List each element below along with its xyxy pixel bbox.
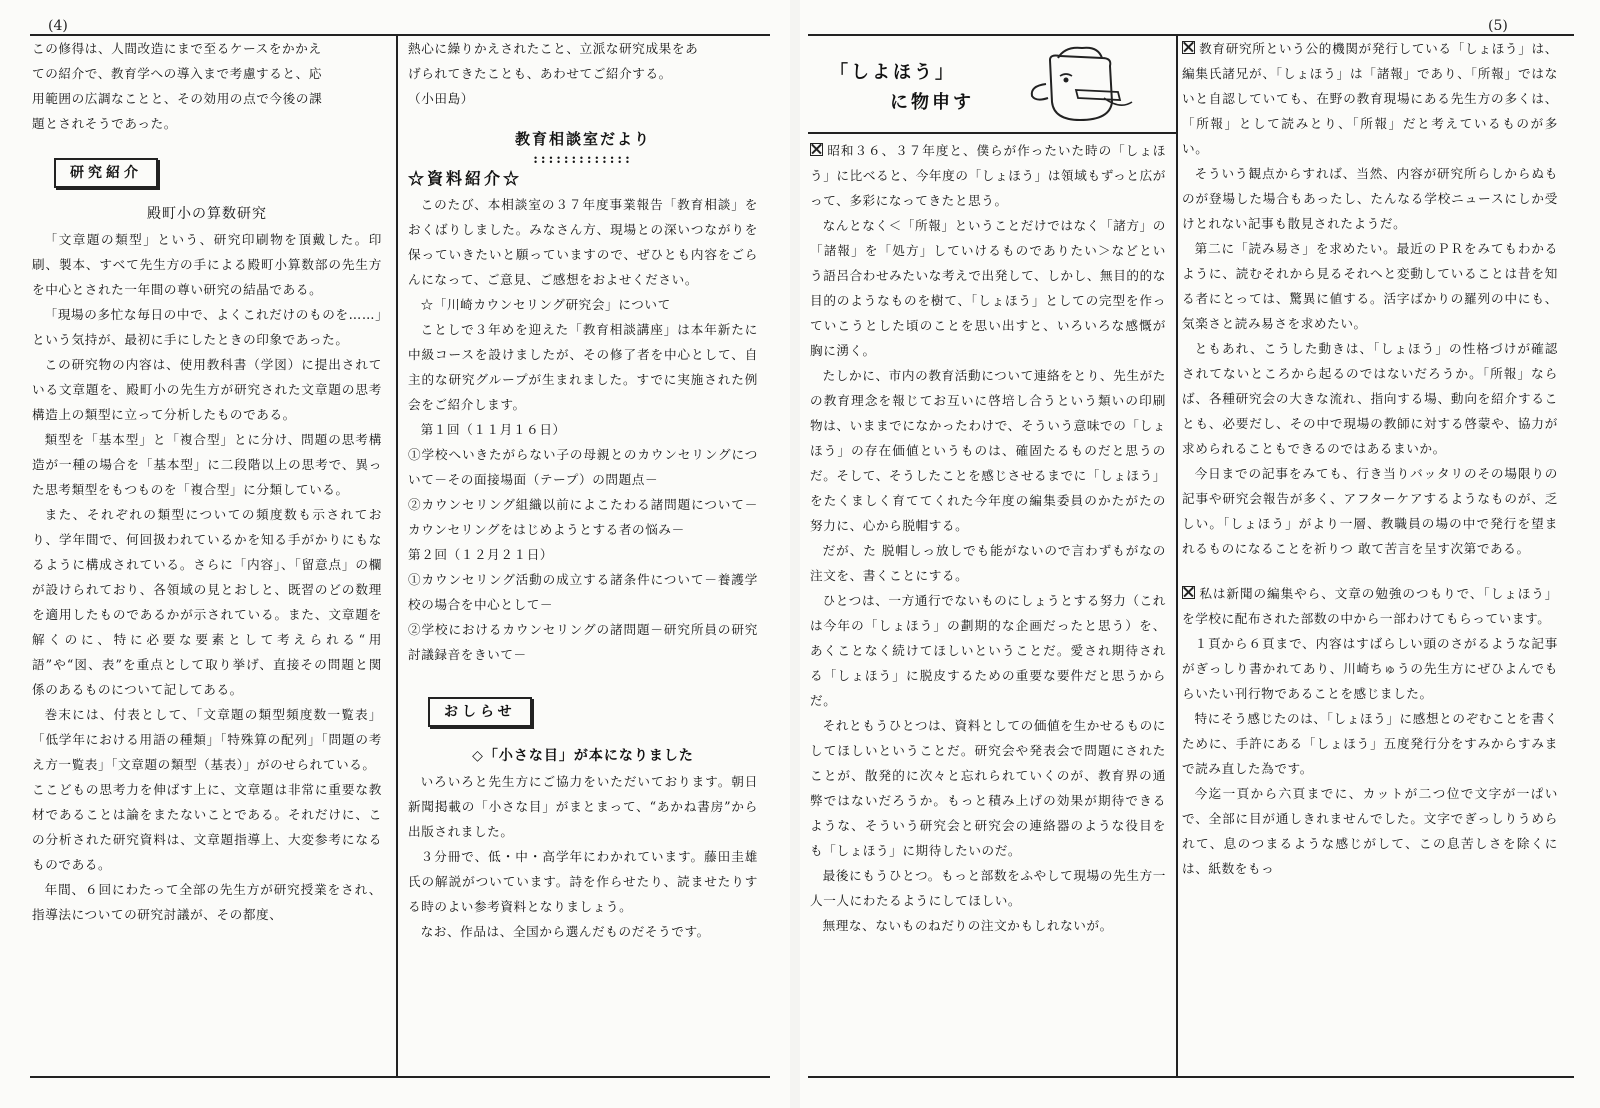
meeting-item: ①学校へいきたがらない子の母親とのカウンセリングについて－その面接場面（テープ）の問題点－ [408, 447, 758, 487]
dotted-divider: ::::::::::::: [533, 151, 633, 166]
notice-title: ◇「小さな目」が本になりました [472, 748, 694, 764]
paragraph-text: 私は新聞の編集やら、文章の勉強のつもりで、「しょほう」を学校に配布された部数の中から一部わけてもらっています。 [1182, 586, 1558, 626]
paragraph: 類型を「基本型」と「複合型」とに分け、問題の思考構造が一種の場合を「基本型」に二段階以上の思考で、異った思考類型をもつものを「複合型」に分類している。 [32, 432, 382, 497]
materials-heading: ☆資料紹介☆ [408, 169, 523, 188]
box-x-icon [810, 143, 823, 156]
right-column-2 [1182, 36, 1558, 881]
meeting-item: 第２回（１２月２１日） [408, 547, 554, 562]
meeting-item: 第１回（１１月１６日） [420, 422, 566, 437]
paragraph-text: 教育研究所という公的機関が発行している「しょほう」は、編集氏諸兄が、「しょほう」は「諸報」であり、「所報」ではないと自認していても、在野の教育現場にある先生方の多くは、「所報」として読みとり、「所報」だと考えているものが多い。 [1182, 41, 1558, 156]
paragraph: 第二に「読み易さ」を求めたい。最近のＰＲをみてもわかるように、読むそれから見るそれへと変動していることは昔を知る者にとっては、驚異に値する。活字ばかりの羅列の中にも、気楽さと読み易さを求めたい。 [1182, 241, 1558, 331]
paragraph [1182, 36, 1558, 161]
box-x-icon [1182, 41, 1195, 54]
column-divider [396, 34, 398, 1076]
paragraph: 特にそう感じたのは、「しょほう」に感想とのぞむことを書くために、手許にある「しょほう」五度発行分をすみからすみまで読み直した為です。 [1182, 711, 1558, 776]
paragraph: 「現場の多忙な毎日の中で、よくこれだけのものを……」という気持が、最初に手にしたときの印象であった。 [32, 307, 382, 347]
title-underline [808, 132, 1176, 134]
paragraph: この研究物の内容は、使用教科書（学図）に提出されている文章題を、殿町小の先生方が研究された文章題の思考構造上の類型に立って分析したものである。 [32, 357, 382, 422]
bottom-rule [30, 1076, 770, 1078]
paragraph: 今迄一頁から六頁までに、カットが二つ位で文字が一ぱいで、全部に目が通しきれませんでした。文字でぎっしりうめられて、息のつまるような感じがして、この息苦しさを除くには、紙数をもっ [1182, 786, 1558, 876]
paragraph: たしかに、市内の教育活動について連絡をとり、先生がたの教育理念を報じてお互いに啓培し合うという類いの印刷物は、いままでになかったわけで、そういう意味での「しょほう」の存在価値というものは、確固たるものだと思うのだ。そして、そうしたことを感じさせるまでに「しょほう」をたくましく育ててくれた今年度の編集委員のかたがたの努力に、心から脱帽する。 [810, 368, 1166, 533]
paragraph: ひとつは、一方通行でないものにしょうとする努力（これは今年の「しょほう」の劃期的な企画だったと思う）を、あくことなく続けてほしいということだ。愛され期待される「しょほう」に脱皮するための重要な要件だと思うからだ。 [810, 593, 1166, 708]
paragraph: ここどもの思考力を伸ばす上に、文章題は非常に重要な教材であることは論をまたないことである。それだけに、この分析された研究資料は、文章題指導上、大変参考になるものである。 [32, 782, 382, 872]
page-number: (5) [1488, 18, 1508, 34]
section-box-research: 研究紹介 [54, 158, 158, 188]
meeting-item: ②カウンセリング組織以前によこたわる諸問題について－カウンセリングをはじめようとする者の悩み－ [408, 497, 758, 537]
paragraph: だが、た 脱帽しっ放しでも能がないので言わずもがなの注文を、書くことにする。 [810, 543, 1166, 583]
title-block [830, 58, 1010, 118]
paragraph-text: 昭和３６、３７年度と、僕らが作ったいた時の「しょほう」に比べると、今年度の「しょほう」は領域もずっと広がって、多彩になってきたと思う。 [810, 143, 1166, 208]
box-x-icon [1182, 586, 1195, 599]
signature: （小田島） [408, 91, 474, 106]
title-line-2: に物申す [890, 92, 974, 113]
paragraph: ３分冊で、低・中・高学年にわかれています。藤田圭雄氏の解説がついています。詩を作らせたり、読ませたりする時のよい参考資料となりましょう。 [408, 849, 758, 914]
paragraph: それともうひとつは、資料としての価値を生かせるものにしてほしいということだ。研究会や発表会で問題にされたことが、散発的に次々と忘れられていくのが、教育界の通弊ではないだろうか。もっと積み上げの効果が期待できるような、そういう研究会と研究会の連絡器のような役目をも「しょほう」に期待したいのだ。 [810, 718, 1166, 858]
intro-line: 熱心に繰りかえされたこと、立派な研究成果をあ [408, 41, 699, 56]
page-number: (4) [48, 18, 68, 34]
left-page [0, 0, 790, 1108]
paragraph: また、それぞれの類型についての頻度数も示されており、学年間で、何回扱われているかを知る手がかりにもなるように構成されている。さらに「内容」、「留意点」の欄が設けられており、各領域の見とおしと、既習のどの数理を適用したものであるかが示されている。また、文章題を解くのに、特に必要な要素として考えられる“用語”や“図、表”を重点として取り挙げ、直接その問題と関係のあるものについて記してある。 [32, 507, 382, 697]
paragraph: なんとなく＜「所報」ということだけではなく「諸方」の「諸報」を「処方」していけるものでありたい＞などという語呂合わせみたいな考えで出発して、しかし、無目的的な目的のようなものを樹て、「しょほう」としての完型を作っていこうとした頃のことを思い出すと、いろいろな感慨が胸に湧く。 [810, 218, 1166, 358]
paragraph [1182, 581, 1558, 631]
paragraph: そういう観点からすれば、当然、内容が研究所らしからぬものが登場した場合もあったし、たんなる学校ニュースにしか受けとれない記事も散見されたようだ。 [1182, 166, 1558, 231]
intro-line: この修得は、人間改造にまで至るケースをかかえ [32, 41, 322, 56]
paragraph: 「文章題の類型」という、研究印刷物を頂戴した。印刷、製本、すべて先生方の手による殿町小算数部の先生方を中心とされた一年間の尊い研究の結晶である。 [32, 232, 382, 297]
article-title: 殿町小の算数研究 [147, 206, 267, 222]
column-divider [1176, 34, 1178, 1076]
paragraph: なお、作品は、全国から選んだものだそうです。 [420, 924, 710, 939]
meeting-item: ②学校におけるカウンセリングの諸問題－研究所員の研究討議録音をきいて－ [408, 622, 758, 662]
paragraph: 巻末には、付表として、「文章題の類型頻度数一覧表」「低学年における用語の種類」「特殊算の配列」「問題の考え方一覧表」「文章題の類型（基表）」がのせられている。 [32, 707, 382, 772]
notice-box: おしらせ [428, 697, 532, 727]
bottom-rule [808, 1076, 1574, 1078]
left-column-1 [32, 36, 382, 927]
paragraph: 今日までの記事をみても、行き当りバッタリのその場限りの記事や研究会報告が多く、アフターケアするようなものが、乏しい。「しょほう」がより一層、教職員の場の中で発行を望まれるものになることを祈りつ 敢て苦言を呈す次第である。 [1182, 466, 1558, 556]
right-column-1 [810, 138, 1166, 938]
intro-line: ての紹介で、教育学への導入まで考慮すると、応 [32, 66, 323, 81]
cartoon-illustration [1020, 40, 1170, 132]
intro-line: げられてきたことも、あわせてご紹介する。 [408, 66, 672, 81]
intro-line: 題とされそうであった。 [32, 116, 178, 131]
paragraph: 無理な、ないものねだりの注文かもしれないが。 [822, 918, 1113, 933]
paragraph: このたび、本相談室の３７年度事業報告「教育相談」をおくばりしました。みなさん方、現場との深いつながりを保っていきたいと願っていますので、ぜひとも内容をごらんになって、ご意見、ご感想をおよせください。 [408, 197, 758, 287]
kawasaki-heading: ☆「川崎カウンセリング研究会」について [420, 297, 671, 312]
intro-line: 用範囲の広調なことと、その効用の点で今後の課 [32, 91, 323, 106]
paragraph: ことしで３年めを迎えた「教育相談講座」は本年新たに中級コースを設けましたが、その修了者を中心として、自主的な研究グループが生まれました。すでに実施された例会をご紹介します。 [408, 322, 758, 412]
paragraph: １頁から６頁まで、内容はすばらしい頭のさがるような記事がぎっしり書かれてあり、川崎ちゅうの先生方にぜひよんでもらいたい刊行物であることを感じました。 [1182, 636, 1558, 701]
paragraph: いろいろと先生方にご協力をいただいております。朝日新聞掲載の「小さな目」がまとまって、“あかね書房”から出版されました。 [408, 774, 758, 839]
meeting-item: ①カウンセリング活動の成立する諸条件について－養護学校の場合を中心として－ [408, 572, 758, 612]
right-page [800, 0, 1600, 1108]
title-line-1: 「しよほう」 [830, 62, 956, 83]
section-title-counseling: 教育相談室だより [514, 130, 651, 148]
paragraph: ともあれ、こうした動きは、「しょほう」の性格づけが確認されてないところから起るのではないだろうか。「所報」ならば、各種研究会の大きな流れ、指向する場、動向を紹介することも、必要だし、その中で現場の教師に対する啓蒙や、協力が求められることもできるのではあるまいか。 [1182, 341, 1558, 456]
paragraph: 最後にもうひとつ。もっと部数をふやして現場の先生方一人一人にわたるようにしてほしい。 [810, 868, 1166, 908]
paragraph [810, 138, 1166, 213]
left-column-2 [408, 36, 758, 944]
paragraph: 年間、６回にわたって全部の先生方が研究授業をされ、指導法についての研究討議が、その都度、 [32, 882, 382, 922]
